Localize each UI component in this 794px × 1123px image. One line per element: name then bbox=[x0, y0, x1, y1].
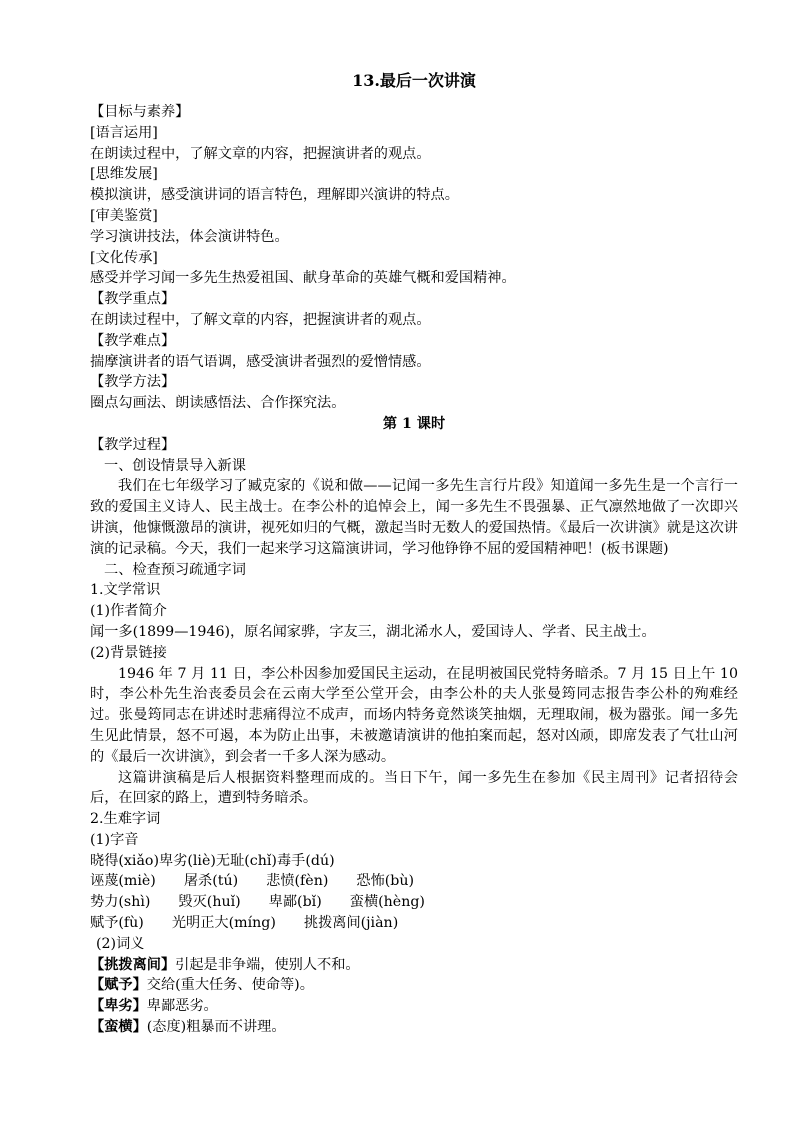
culture-heading: [文化传承] bbox=[90, 249, 158, 266]
literature-heading: 1.文学常识 bbox=[90, 582, 161, 599]
author-text: 闻一多(1899—1946)，原名闻家骅，字友三，湖北浠水人，爱国诗人、学者、民主战士。 bbox=[90, 623, 656, 640]
pron-word: 光明正大(míng) bbox=[171, 915, 276, 932]
pronunciation-row bbox=[90, 913, 738, 934]
pronunciation-heading: (1)字音 bbox=[90, 831, 139, 848]
vocab-heading: 2.生难字词 bbox=[90, 811, 161, 828]
pron-word: 势力(shì) bbox=[90, 894, 151, 911]
aes-heading: [审美鉴赏] bbox=[90, 207, 158, 224]
definition-term: 【赋予】 bbox=[90, 977, 147, 994]
meaning-heading: (2)词义 bbox=[96, 935, 145, 952]
intro-paragraph: 我们在七年级学习了臧克家的《说和做——记闻一多先生言行片段》知道闻一多先生是一个言行一致的爱国主义诗人、民主战士。在李公朴的追悼会上，闻一多先生不畏强暴、正气凛然地做了一次即兴讲演，他慷慨激昂的演讲，视死如归的气概，激起当时无数人的爱国热情。《最后一次讲演》就是这次讲演的记录稿。今天，我们一起来学习这篇演讲词，学习他铮铮不屈的爱国精神吧！(板书课题) bbox=[90, 478, 738, 557]
pron-word: 蛮横(hèng) bbox=[349, 894, 425, 911]
focus-text: 在朗读过程中，了解文章的内容，把握演讲者的观点。 bbox=[90, 311, 431, 328]
aes-text: 学习演讲技法，体会演讲特色。 bbox=[90, 228, 289, 245]
pron-word: 悲愤(fèn) bbox=[266, 873, 329, 890]
definition-text: (态度)粗暴而不讲理。 bbox=[146, 1019, 286, 1036]
focus-heading: 【教学重点】 bbox=[90, 291, 176, 308]
definition-term: 【挑拨离间】 bbox=[90, 956, 176, 973]
background-heading: (2)背景链接 bbox=[90, 644, 167, 661]
definition-term: 【蛮横】 bbox=[90, 1019, 147, 1036]
goals-heading: 【目标与素养】 bbox=[90, 104, 190, 120]
author-heading: (1)作者简介 bbox=[90, 603, 167, 620]
pronunciation-row bbox=[90, 871, 738, 892]
definition-text: 交给(重大任务、使命等)。 bbox=[146, 977, 314, 994]
lesson-heading: 第 1 课时 bbox=[382, 415, 446, 432]
culture-text: 感受并学习闻一多先生热爱祖国、献身革命的英雄气概和爱国精神。 bbox=[90, 270, 516, 287]
pron-word: 诬蔑(miè) bbox=[90, 873, 156, 890]
definition-row bbox=[90, 975, 738, 996]
pronunciation-row bbox=[90, 892, 738, 913]
lang-heading: [语言运用] bbox=[90, 124, 158, 141]
pronunciation-row: 晓得(xiǎo)卑劣(liè)无耻(chǐ)毒手(dú) bbox=[90, 852, 335, 869]
document-page bbox=[90, 70, 738, 1038]
think-heading: [思维发展] bbox=[90, 166, 158, 183]
definition-row bbox=[90, 996, 738, 1017]
pron-word: 赋予(fù) bbox=[90, 915, 144, 932]
background-paragraph-2: 这篇讲演稿是后人根据资料整理而成的。当日下午，闻一多先生在参加《民主周刊》记者招待会后，在回家的路上，遭到特务暗杀。 bbox=[90, 769, 738, 807]
definition-text: 引起是非争端，使别人不和。 bbox=[175, 956, 360, 973]
step-one-heading: 一、创设情景导入新课 bbox=[104, 457, 246, 474]
pron-word: 屠杀(tú) bbox=[183, 873, 239, 890]
definition-row bbox=[90, 955, 738, 976]
process-heading: 【教学过程】 bbox=[90, 436, 176, 453]
definition-text: 卑鄙恶劣。 bbox=[146, 998, 218, 1015]
pron-word: 卑鄙(bǐ) bbox=[268, 894, 322, 911]
method-heading: 【教学方法】 bbox=[90, 374, 176, 391]
pron-word: 恐怖(bù) bbox=[356, 873, 415, 890]
definition-term: 【卑劣】 bbox=[90, 998, 147, 1015]
lang-text: 在朗读过程中，了解文章的内容，把握演讲者的观点。 bbox=[90, 145, 431, 162]
background-paragraph-1: 1946 年 7 月 11 日，李公朴因参加爱国民主运动，在昆明被国民党特务暗杀。7 月 15 日上午 10 时，李公朴先生治丧委员会在云南大学至公堂开会，由李公朴的夫人张曼筠同志报告李公朴的殉难经过。张曼筠同志在讲述时悲痛得泣不成声，而场内特务竟然谈笑抽烟，无理取闹，极为嚣张。闻一多先生见此情景，怒不可遏，本为防止出事，未被邀请演讲的他拍案而起，怒对凶顽，即席发表了气壮山河的《最后一次讲演》，到会者一千多人深为感动。 bbox=[90, 665, 738, 765]
pron-word: 毁灭(huǐ) bbox=[178, 894, 241, 911]
definition-row bbox=[90, 1017, 738, 1038]
difficulty-heading: 【教学难点】 bbox=[90, 332, 176, 349]
think-text: 模拟演讲，感受演讲词的语言特色，理解即兴演讲的特点。 bbox=[90, 187, 459, 204]
pron-word: 挑拨离间(jiàn) bbox=[303, 915, 399, 932]
step-two-heading: 二、检查预习疏通字词 bbox=[104, 561, 246, 578]
difficulty-text: 揣摩演讲者的语气语调，感受演讲者强烈的爱憎情感。 bbox=[90, 353, 431, 370]
page-title: 13.最后一次讲演 bbox=[352, 71, 476, 90]
method-text: 圈点勾画法、朗读感悟法、合作探究法。 bbox=[90, 395, 346, 412]
